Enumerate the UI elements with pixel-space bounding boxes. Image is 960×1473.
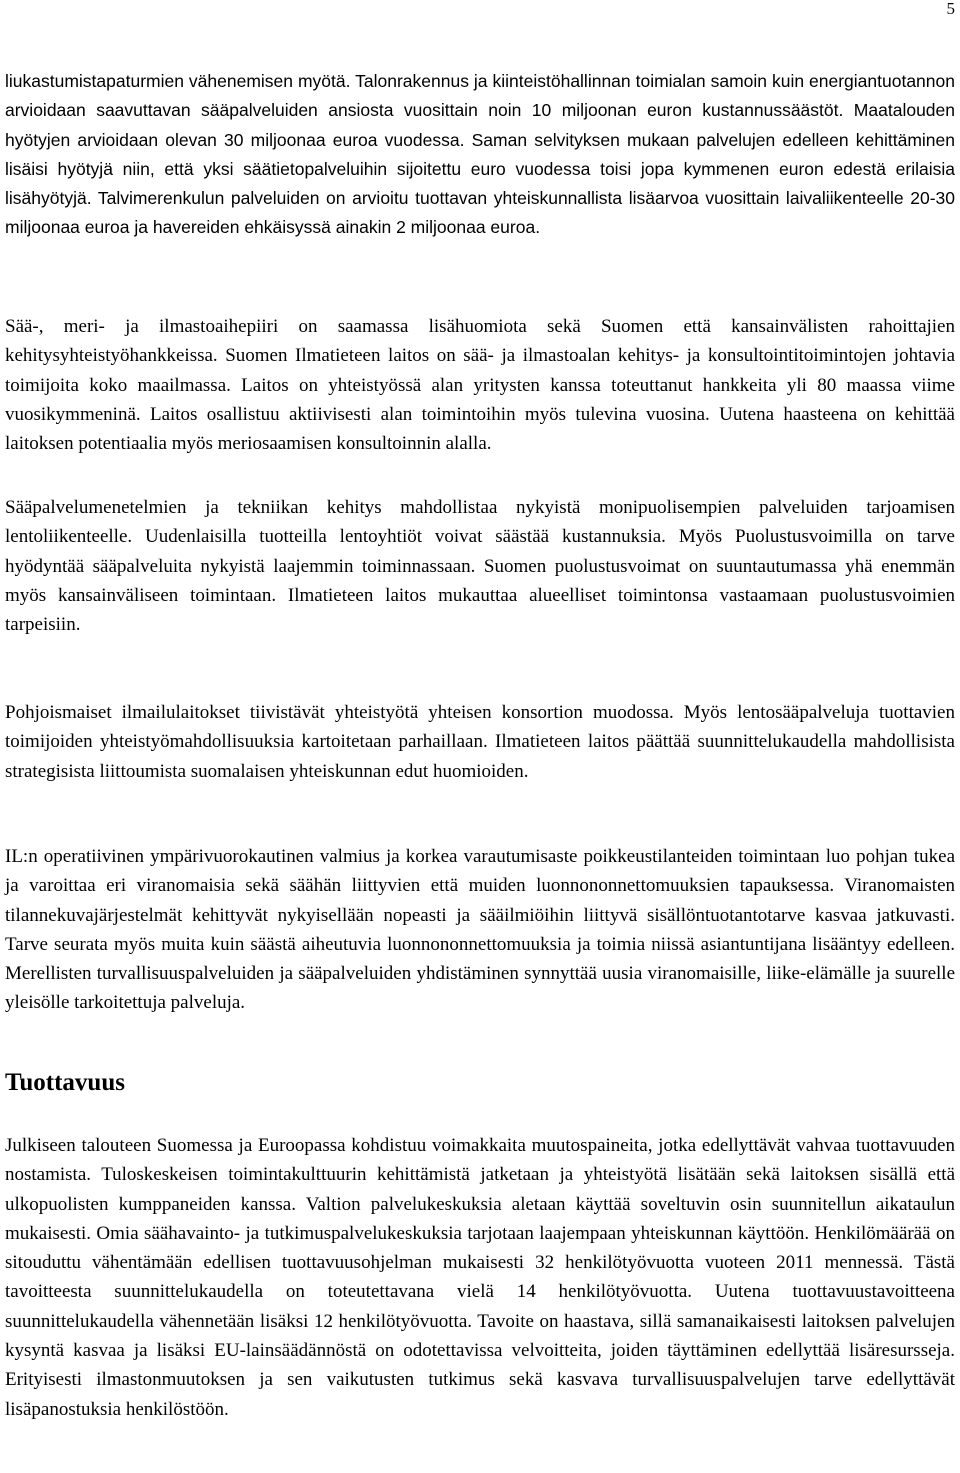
paragraph-productivity: Julkiseen talouteen Suomessa ja Euroopassa kohdistuu voimakkaita muutospaineita, jotka edellyttävät vahvaa tuottavuuden nostamista. Tuloskeskeisen toimintakulttuurin kehittämistä jatketaan ja yhteistyötä lisätään sekä laitoksen sisällä että ulkopuolisten kumppaneiden kanssa. Valtion palvelukeskuksia aletaan käyttää soveltuvin osin suunnitellun aikataulun mukaisesti. Omia säähavainto- ja tutkimuspalvelukeskuksia tarjotaan laajempaan yhteiskunnan käyttöön. Henkilömäärää on sitouduttu vähentämään edellisen tuottavuusohjelman mukaisesti 32 henkilötyövuotta vuoteen 2011 mennessä. Tästä tavoitteesta suunnittelukaudella on toteutettavana vielä 14 henkilötyövuotta. Uutena tuottavuustavoitteena suunnittelukaudella vähennetään lisäksi 12 henkilötyövuotta. Tavoite on haastava, sillä samanaikaisesti laitoksen palvelujen kysyntä kasvaa ja lisäksi EU-lainsäädännöstä on odotettavissa velvoitteita, joiden täyttäminen edellyttää lisäresursseja. Erityisesti ilmastonmuutoksen ja sen vaikutusten tutkimus sekä kasvava turvallisuuspalvelujen tarve edellyttävät lisäpanostuksia henkilöstöön. bbox=[5, 1135, 955, 1420]
paragraph-development-cooperation: Sää-, meri- ja ilmastoaihepiiri on saamassa lisähuomiota sekä Suomen että kansainvälisten rahoittajien kehitysyhteistyöhankkeissa. Suomen Ilmatieteen laitos on sää- ja ilmastoalan kehitys- ja konsultointitoimintojen johtavia toimijoita koko maailmassa. Laitos on yhteistyössä alan yritysten kanssa toteuttanut hankkeita yli 80 maassa viime vuosikymmeninä. Laitos osallistuu aktiivisesti alan toimintoihin myös tulevina vuosina. Uutena haasteena on kehittää laitoksen potentiaalia myös meriosaamisen konsultoinnin alalla. bbox=[5, 316, 955, 455]
paragraph-economic-benefits: liukastumistapaturmien vähenemisen myötä. Talonrakennus ja kiinteistöhallinnan toimialan samoin kuin energiantuotannon arvioidaan saavuttavan sääpalveluiden ansiosta vuosittain noin 10 miljoonan euron kustannussäästöt. Maatalouden hyötyjen arvioidaan olevan 30 miljoonaa euroa vuodessa. Saman selvityksen mukaan palvelujen edelleen kehittäminen lisäisi hyötyjä niin, että yksi säätietopalveluihin sijoitettu euro vuodessa toisi jopa kymmenen euron edestä erilaisia lisähyötyjä. Talvimerenkulun palveluiden on arvioitu tuottavan yhteiskunnallista lisäarvoa vuosittain laivaliikenteelle 20-30 miljoonaa euroa ja havereiden ehkäisyssä ainakin 2 miljoonaa euroa. bbox=[5, 71, 955, 238]
paragraph-nordic-consortium: Pohjoismaiset ilmailulaitokset tiivistävät yhteistyötä yhteisen konsortion muodossa. Myös lentosääpalveluja tuottavien toimijoiden yhteistyömahdollisuuksia kartoitetaan parhaillaan. Ilmatieteen laitos päättää suunnittelukaudella mahdollisista strategisista liittoumista suomalaisen yhteiskunnan edut huomioiden. bbox=[5, 702, 955, 782]
page-number: 5 bbox=[946, 0, 955, 18]
section-heading-tuottavuus: Tuottavuus bbox=[5, 1069, 125, 1096]
paragraph-operational-readiness: IL:n operatiivinen ympärivuorokautinen valmius ja korkea varautumisaste poikkeustilanteiden toimintaan luo pohjan tukea ja varoittaa eri viranomaisia sekä säähän liittyvien että muiden luonnononnettomuuksien tapauksessa. Viranomaisten tilannekuvajärjestelmät kehittyvät nykyisellään nopeasti ja sääilmiöihin liittyvä sisällöntuotantotarve kasvaa jatkuvasti. Tarve seurata myös muita kuin säästä aiheutuvia luonnononnettomuuksia ja toimia niissä asiantuntijana lisääntyy edelleen. Merellisten turvallisuuspalveluiden ja sääpalveluiden yhdistäminen synnyttää uusia viranomaisille, liike-elämälle ja suurelle yleisölle tarkoitettuja palveluja. bbox=[5, 846, 955, 1014]
paragraph-aviation-defence-services: Sääpalvelumenetelmien ja tekniikan kehitys mahdollistaa nykyistä monipuolisempien palveluiden tarjoamisen lentoliikenteelle. Uudenlaisilla tuotteilla lentoyhtiöt voivat säästää kustannuksia. Myös Puolustusvoimilla on tarve hyödyntää sääpalveluita nykyistä laajemmin toiminnassaan. Suomen puolustusvoimat on suuntautumassa yhä enemmän myös kansainväliseen toimintaan. Ilmatieteen laitos mukauttaa alueelliset toimintonsa vastaamaan puolustusvoimien tarpeisiin. bbox=[5, 497, 955, 636]
